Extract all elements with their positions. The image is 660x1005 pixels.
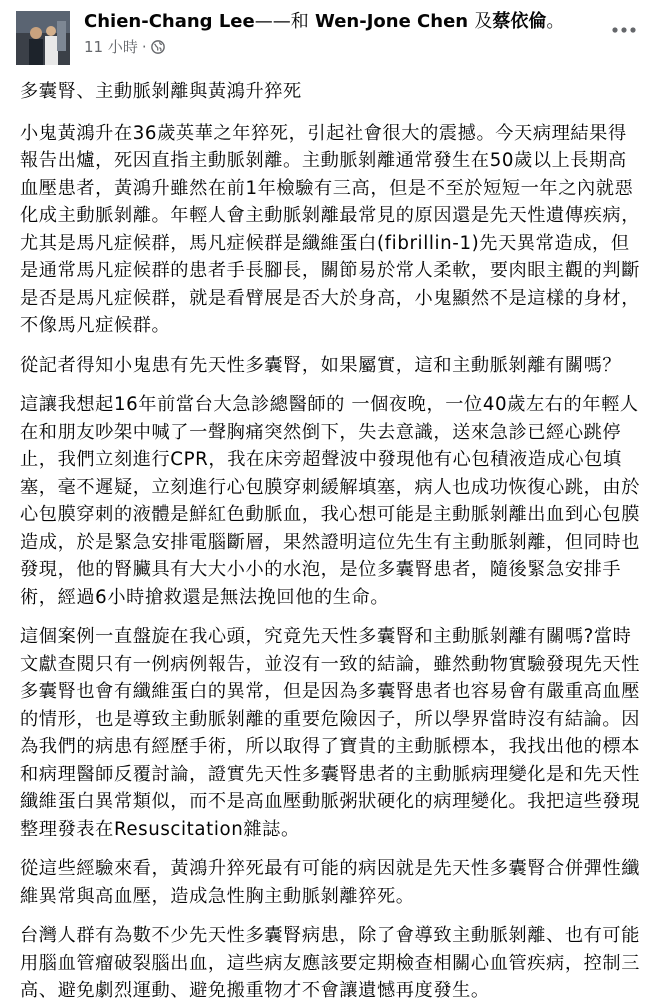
- globe-icon[interactable]: [151, 40, 165, 54]
- meta-separator: ·: [141, 38, 147, 56]
- tagged-user-1[interactable]: Wen-Jone Chen: [315, 11, 469, 32]
- paragraph: 台灣人群有為數不少先天性多囊腎病患，除了會導致主動脈剝離、也有可能用腦血管瘤破裂腦出血，這些病友應該要定期檢查相關心血管疾病，控制三高、避免劇烈運動、避免搬重物才不會讓遺憾再度發生。: [20, 925, 640, 1001]
- header-text: [84, 10, 600, 56]
- post-content: [0, 66, 660, 1005]
- and-connector: 及: [474, 11, 493, 32]
- more-options-icon[interactable]: [610, 22, 638, 36]
- paragraph: 小鬼黃鴻升在36歲英華之年猝死，引起社會很大的震撼。今天病理結果得報告出爐，死因直指主動脈剝離。主動脈剝離通常發生在50歲以上長期高血壓患者，黃鴻升雖然在前1年檢驗有三高，但是不至於短短一年之內就惡化成主動脈剝離。年輕人會主動脈剝離最常見的原因還是先天性遺傳疾病，尤其是馬凡症候群，馬凡症候群是纖維蛋白(fibrillin-1)先天異常造成，但是通常馬凡症候群的患者手長腳長，關節易於常人柔軟，要肉眼主觀的判斷是否是馬凡症候群，就是看臂展是否大於身高，小鬼顯然不是這樣的身材，不像馬凡症候群。: [20, 122, 640, 336]
- post-header: [0, 0, 660, 66]
- end-mark: 。: [546, 11, 565, 32]
- paragraph: 這讓我想起16年前當台大急診總醫師的 一個夜晚，一位40歲左右的年輕人在和朋友吵架中喊了一聲胸痛突然倒下，失去意識，送來急診已經心跳停止，我們立刻進行CPR，我在床旁超聲波中發現他有心包積液造成心包填塞，毫不遲疑，立刻進行心包膜穿刺緩解填塞，病人也成功恢復心跳，由於心包膜穿刺的液體是鮮紅色動脈血，我心想可能是主動脈剝離出血到心包膜造成，於是緊急安排電腦斷層，果然證明這位先生有主動脈剝離，但同時也發現，他的腎臟具有大大小小的水泡，是位多囊腎患者，隨後緊急安排手術，經過6小時搶救還是無法挽回他的生命。: [20, 394, 640, 608]
- paragraph: 從記者得知小鬼患有先天性多囊腎，如果屬實，這和主動脈剝離有關嗎？: [20, 354, 622, 376]
- paragraph: 從這些經驗來看，黃鴻升猝死最有可能的病因就是先天性多囊腎合併彈性纖維異常與高血壓，造成急性胸主動脈剝離猝死。: [20, 858, 640, 907]
- post-attribution: [84, 10, 600, 34]
- avatar[interactable]: [16, 11, 70, 65]
- author-name[interactable]: Chien-Chang Lee: [84, 11, 255, 32]
- with-connector: ——和: [254, 11, 309, 32]
- post-meta: [84, 38, 600, 56]
- post-timestamp[interactable]: 11 小時: [84, 38, 138, 56]
- paragraph: 這個案例一直盤旋在我心頭，究竟先天性多囊腎和主動脈剝離有關嗎?當時文獻查閱只有一例病例報告，並沒有一致的結論，雖然動物實驗發現先天性多囊腎也會有纖維蛋白的異常，但是因為多囊腎患者也容易會有嚴重高血壓的情形，也是導致主動脈剝離的重要危險因子，所以學界當時沒有結論。因為我們的病患有經歷手術，所以取得了寶貴的主動脈標本，我找出他的標本和病理醫師反覆討論，證實先天性多囊腎患者的主動脈病理變化是和先天性纖維蛋白異常類似，而不是高血壓動脈粥狀硬化的病理變化。我把這些發現整理發表在Resuscitation雜誌。: [20, 626, 640, 840]
- post-title: 多囊腎、主動脈剝離與黃鴻升猝死: [20, 81, 302, 102]
- tagged-user-2[interactable]: 蔡依倫: [492, 11, 547, 32]
